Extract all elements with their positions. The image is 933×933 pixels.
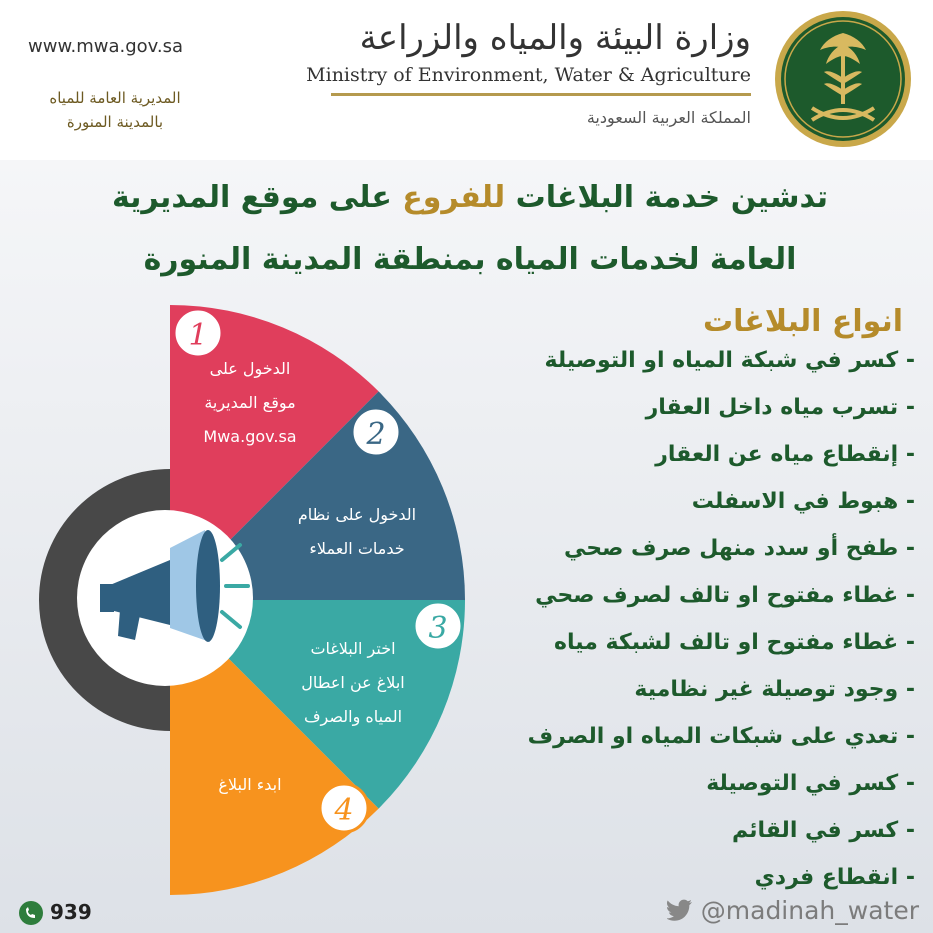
list-item: - كسر في القائم	[731, 818, 915, 843]
step-2-number: 2	[366, 417, 386, 452]
step-1-link[interactable]: Mwa.gov.sa	[203, 427, 297, 446]
step-1-number: 1	[188, 318, 208, 353]
report-types-title: انواع البلاغات	[702, 304, 903, 339]
list-item: - تسرب مياه داخل العقار	[645, 395, 915, 420]
step-1-badge	[174, 309, 222, 357]
step-1-line1: الدخول على	[209, 359, 291, 378]
step-3-line3: المياه والصرف	[303, 707, 403, 726]
headline-highlight: للفروع	[402, 180, 506, 215]
step-3-text	[268, 632, 438, 734]
phone-number[interactable]: 939	[50, 900, 92, 924]
twitter-handle[interactable]	[667, 896, 919, 925]
list-item: - انقطاع فردي	[754, 865, 915, 890]
headline-line1	[40, 180, 900, 215]
directorate-line2: بالمدينة المنورة	[66, 113, 164, 131]
step-2-text	[262, 498, 452, 566]
ministry-logo-icon	[772, 8, 914, 150]
step-1-text	[170, 352, 330, 454]
step-2-badge	[352, 408, 400, 456]
twitter-handle-text: @madinah_water	[700, 896, 919, 925]
headline-text-1: تدشين خدمة البلاغات	[505, 180, 829, 215]
list-item: - هبوط في الاسفلت	[691, 489, 915, 514]
twitter-icon	[667, 899, 693, 921]
step-3-line1: اختر البلاغات	[310, 639, 396, 658]
list-item: - تعدي على شبكات المياه او الصرف	[527, 724, 915, 749]
ministry-name-english: Ministry of Environment, Water & Agriculture	[306, 64, 751, 86]
list-item: - كسر في التوصيلة	[706, 771, 915, 796]
kingdom-name: المملكة العربية السعودية	[586, 108, 751, 127]
website-url[interactable]: www.mwa.gov.sa	[28, 36, 184, 57]
step-3-line2: ابلاغ عن اعطال	[301, 673, 405, 692]
list-item: - كسر في شبكة المياه او التوصيلة	[544, 348, 915, 373]
ministry-name-arabic: وزارة البيئة والمياه والزراعة	[359, 18, 751, 58]
step-1-line2: موقع المديرية	[204, 393, 296, 412]
directorate-line1: المديرية العامة للمياه	[49, 89, 181, 107]
list-item: - إنقطاع مياه عن العقار	[655, 442, 915, 467]
directorate-name	[30, 86, 200, 134]
phone-icon	[18, 900, 44, 926]
report-types-list	[415, 342, 915, 906]
divider	[331, 93, 751, 96]
header	[0, 0, 933, 160]
step-4-text	[170, 768, 330, 802]
headline-line2: العامة لخدمات المياه بمنطقة المدينة المنورة	[143, 242, 797, 277]
step-3-number: 3	[428, 611, 448, 646]
step-4-number: 4	[334, 793, 354, 828]
list-item: - غطاء مفتوح او تالف لصرف صحي	[535, 583, 915, 608]
step-4-line1: ابدء البلاغ	[218, 775, 282, 794]
step-2-line2: خدمات العملاء	[309, 539, 405, 558]
list-item: - وجود توصيلة غير نظامية	[634, 677, 915, 702]
list-item: - طفح أو سدد منهل صرف صحي	[564, 536, 915, 561]
step-2-line1: الدخول على نظام	[297, 505, 417, 524]
headline-text-2: على موقع المديرية	[111, 180, 403, 215]
list-item: - غطاء مفتوح او تالف لشبكة مياه	[554, 630, 915, 655]
